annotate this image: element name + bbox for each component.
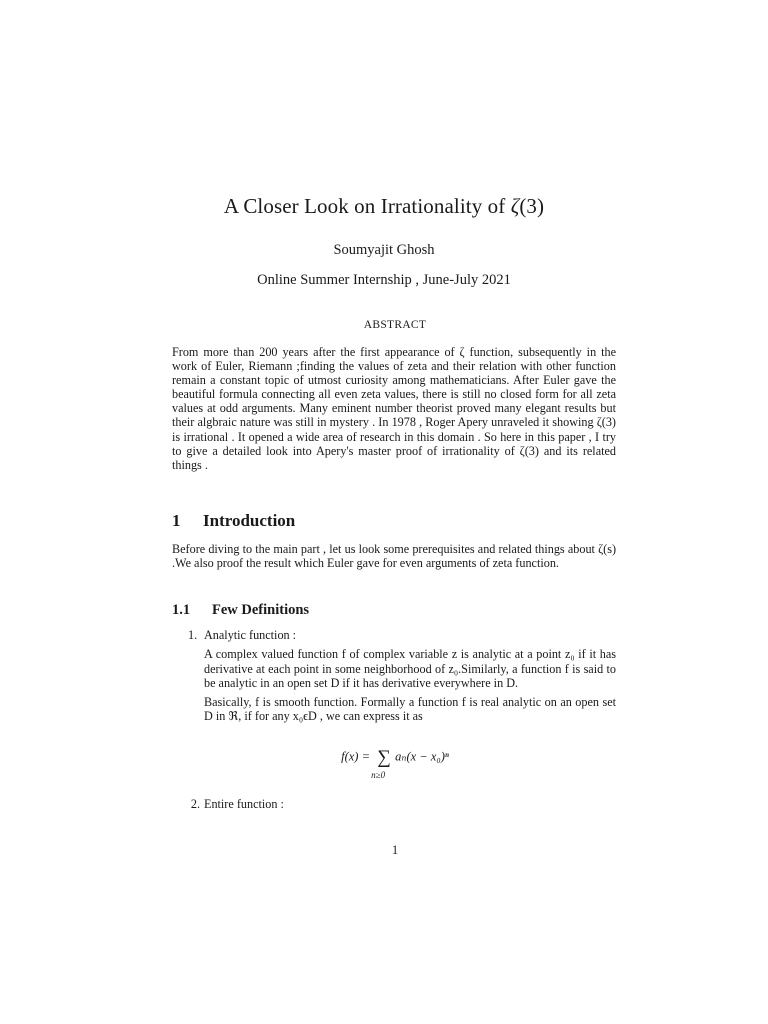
list-item-analytic-function (172, 628, 616, 642)
section-heading-introduction (172, 511, 295, 531)
real-analytic-paragraph: Basically, f is smooth function. Formally a function f is real analytic on an open set D in ℜ, if for any x₀ϵD , we can express it as (204, 695, 616, 724)
list-item-label: Entire function : (204, 797, 284, 811)
title-suffix: (3) (519, 194, 545, 218)
definitions-list (172, 628, 616, 724)
section-title: Introduction (203, 511, 296, 530)
abstract-body (172, 345, 616, 472)
title-prefix: A Closer Look on Irrationality of (223, 194, 511, 218)
list-item-body (204, 647, 616, 723)
introduction-body (172, 542, 616, 571)
sum-sign: ∑ (377, 747, 391, 768)
list-item-marker: 2. (190, 797, 200, 811)
power-series-formula (0, 747, 768, 780)
section-number: 1 (172, 511, 181, 530)
summation-symbol (371, 747, 395, 780)
list-item-marker: 1. (188, 628, 198, 642)
author-affiliation: Online Summer Internship , June-July 2021 (257, 272, 511, 288)
subsection-number: 1.1 (172, 602, 191, 618)
page-number: 1 (391, 843, 399, 857)
list-item-entire-function (172, 797, 284, 812)
list-item-label: Analytic function : (204, 628, 297, 642)
formula-rhs: aₙ(x − x₀)ⁿ (395, 749, 449, 764)
subsection-title: Few Definitions (212, 602, 310, 618)
sum-subscript: n≥0 (371, 770, 386, 780)
analytic-definition-paragraph: A complex valued function f of complex variable z is analytic at a point z₀ if it has derivative at each point in some neighborhood of z₀.Similarly, a function f is said to be analytic in an open set D if it has derivative everywhere in D. (204, 647, 616, 690)
paper-title (0, 194, 768, 219)
subsection-heading-definitions (172, 602, 309, 619)
abstract-heading: ABSTRACT (363, 319, 427, 331)
formula-lhs: f(x) = (341, 749, 374, 764)
title-zeta-symbol: ζ (510, 194, 520, 218)
introduction-text: Before diving to the main part , let us look some prerequisites and related things about ζ(s) .We also proof the result which Euler gave for even arguments of zeta function. (172, 542, 616, 571)
abstract-text: From more than 200 years after the first appearance of ζ function, subsequently in the work of Euler, Riemann ;finding the values of zeta and their relation with other function remain a constant topic of utmost curiosity among mathematicians. After Euler gave the beautiful formula connecting all even zeta values, there is still no closed form for all zeta values at odd arguments. Many eminent number theorist proved many elegant results but their algbraic nature was still in mystery . In 1978 , Roger Apery unraveled it showing ζ(3) is irrational . It opened a wide area of research in this domain . So here in this paper , I try to give a detailed look into Apery's master proof of irrationality of ζ(3) and its related things . (172, 345, 616, 472)
author-name: Soumyajit Ghosh (333, 242, 435, 258)
